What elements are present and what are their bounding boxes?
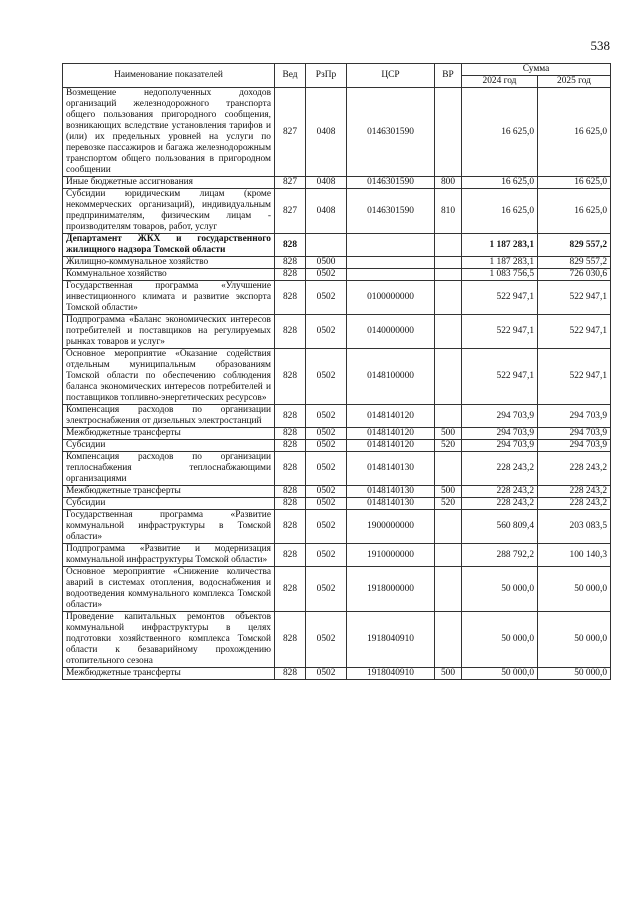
cell-csr [347, 269, 435, 281]
cell-2024: 1 187 283,1 [462, 257, 538, 269]
cell-2025: 16 625,0 [538, 88, 611, 177]
cell-2025: 50 000,0 [538, 567, 611, 612]
cell-2025: 829 557,2 [538, 257, 611, 269]
cell-ved: 827 [275, 177, 306, 189]
cell-ved: 828 [275, 612, 306, 668]
cell-2025: 294 703,9 [538, 428, 611, 440]
cell-name: Государственная программа «Улучшение инвестиционного климата и развитие экспорта Томской области» [63, 281, 275, 315]
cell-2025: 228 243,2 [538, 498, 611, 510]
cell-vr [435, 281, 462, 315]
cell-rzpr: 0502 [306, 428, 347, 440]
cell-vr: 800 [435, 177, 462, 189]
cell-vr [435, 510, 462, 544]
cell-vr: 810 [435, 189, 462, 234]
cell-name: Компенсация расходов по организации электроснабжения от дизельных электростанций [63, 405, 275, 428]
cell-2024: 294 703,9 [462, 405, 538, 428]
table-row [63, 668, 611, 680]
table-row [63, 88, 611, 177]
cell-csr: 0148140130 [347, 498, 435, 510]
cell-name: Иные бюджетные ассигнования [63, 177, 275, 189]
cell-2024: 522 947,1 [462, 349, 538, 405]
cell-2025: 726 030,6 [538, 269, 611, 281]
cell-2024: 560 809,4 [462, 510, 538, 544]
cell-rzpr: 0502 [306, 498, 347, 510]
cell-name: Межбюджетные трансферты [63, 428, 275, 440]
cell-csr: 1918000000 [347, 567, 435, 612]
cell-vr [435, 315, 462, 349]
cell-vr [435, 269, 462, 281]
cell-csr: 0100000000 [347, 281, 435, 315]
table-row [63, 189, 611, 234]
cell-csr: 1918040910 [347, 668, 435, 680]
cell-ved: 828 [275, 544, 306, 567]
header-rzpr: РзПр [306, 64, 347, 88]
cell-csr: 1900000000 [347, 510, 435, 544]
cell-ved: 828 [275, 269, 306, 281]
cell-rzpr: 0502 [306, 349, 347, 405]
cell-vr [435, 234, 462, 257]
table-row [63, 349, 611, 405]
cell-csr: 0148140120 [347, 440, 435, 452]
cell-name: Департамент ЖКХ и государственного жилищного надзора Томской области [63, 234, 275, 257]
table-row [63, 269, 611, 281]
cell-2024: 1 187 283,1 [462, 234, 538, 257]
header-2024: 2024 год [462, 76, 538, 88]
cell-2024: 50 000,0 [462, 567, 538, 612]
cell-2024: 16 625,0 [462, 88, 538, 177]
cell-name: Межбюджетные трансферты [63, 486, 275, 498]
cell-2024: 228 243,2 [462, 486, 538, 498]
cell-rzpr: 0502 [306, 486, 347, 498]
cell-name: Возмещение недополученных доходов организаций железнодорожного транспорта общего пользования пригородного сообщения, возникающих вследствие установления тарифов и (или) их предельных уровней на услуги по перевозке пассажиров и багажа железнодорожным транспортом общего пользования в пригородном сообщении [63, 88, 275, 177]
cell-2024: 294 703,9 [462, 428, 538, 440]
table-row [63, 544, 611, 567]
cell-2024: 228 243,2 [462, 452, 538, 486]
cell-rzpr: 0502 [306, 269, 347, 281]
cell-rzpr: 0408 [306, 88, 347, 177]
cell-2024: 16 625,0 [462, 177, 538, 189]
cell-ved: 827 [275, 88, 306, 177]
cell-vr [435, 612, 462, 668]
cell-ved: 828 [275, 668, 306, 680]
cell-name: Коммунальное хозяйство [63, 269, 275, 281]
cell-vr: 500 [435, 668, 462, 680]
cell-2025: 228 243,2 [538, 452, 611, 486]
cell-name: Субсидии юридическим лицам (кроме некоммерческих организаций), индивидуальным предпринимателям, физическим лицам - производителям товаров, работ, услуг [63, 189, 275, 234]
cell-ved: 828 [275, 567, 306, 612]
cell-2024: 522 947,1 [462, 315, 538, 349]
cell-ved: 827 [275, 189, 306, 234]
cell-vr: 500 [435, 428, 462, 440]
cell-name: Проведение капитальных ремонтов объектов коммунальной инфраструктуры в целях подготовки хозяйственного комплекса Томской области к безаварийному прохождению отопительного сезона [63, 612, 275, 668]
cell-csr [347, 257, 435, 269]
cell-2025: 50 000,0 [538, 612, 611, 668]
cell-vr: 520 [435, 440, 462, 452]
table-body [63, 88, 611, 680]
cell-ved: 828 [275, 510, 306, 544]
cell-vr [435, 452, 462, 486]
cell-rzpr: 0502 [306, 281, 347, 315]
table-row [63, 567, 611, 612]
cell-name: Субсидии [63, 440, 275, 452]
cell-csr: 0148140130 [347, 486, 435, 498]
cell-rzpr: 0502 [306, 405, 347, 428]
cell-2024: 522 947,1 [462, 281, 538, 315]
cell-ved: 828 [275, 486, 306, 498]
cell-name: Подпрограмма «Баланс экономических интересов потребителей и поставщиков на регулируемых рынках товаров и услуг» [63, 315, 275, 349]
cell-rzpr: 0502 [306, 440, 347, 452]
cell-2025: 522 947,1 [538, 349, 611, 405]
budget-table [62, 63, 611, 680]
cell-2025: 522 947,1 [538, 315, 611, 349]
cell-csr: 0148140130 [347, 452, 435, 486]
cell-name: Подпрограмма «Развитие и модернизация коммунальной инфраструктуры Томской области» [63, 544, 275, 567]
table-row [63, 234, 611, 257]
cell-2024: 288 792,2 [462, 544, 538, 567]
table-row [63, 405, 611, 428]
cell-vr [435, 567, 462, 612]
cell-rzpr: 0408 [306, 189, 347, 234]
cell-name: Основное мероприятие «Снижение количества аварий в системах отопления, водоснабжения и водоотведения коммунального комплекса Томской области» [63, 567, 275, 612]
cell-csr: 1910000000 [347, 544, 435, 567]
cell-2024: 50 000,0 [462, 668, 538, 680]
cell-vr [435, 544, 462, 567]
cell-2025: 294 703,9 [538, 440, 611, 452]
header-2025: 2025 год [538, 76, 611, 88]
table-row [63, 452, 611, 486]
cell-csr: 0146301590 [347, 88, 435, 177]
cell-2024: 228 243,2 [462, 498, 538, 510]
table-row [63, 486, 611, 498]
cell-vr [435, 88, 462, 177]
cell-csr: 0148140120 [347, 428, 435, 440]
table-row [63, 612, 611, 668]
table-row [63, 315, 611, 349]
cell-vr: 520 [435, 498, 462, 510]
cell-ved: 828 [275, 234, 306, 257]
cell-rzpr: 0502 [306, 315, 347, 349]
cell-name: Субсидии [63, 498, 275, 510]
cell-name: Межбюджетные трансферты [63, 668, 275, 680]
table-row [63, 177, 611, 189]
cell-csr [347, 234, 435, 257]
cell-2025: 16 625,0 [538, 177, 611, 189]
cell-csr: 0148100000 [347, 349, 435, 405]
cell-2025: 522 947,1 [538, 281, 611, 315]
cell-ved: 828 [275, 281, 306, 315]
cell-name: Основное мероприятие «Оказание содействия отдельным муниципальным образованиям Томской области по обеспечению соблюдения баланса экономических интересов потребителей и поставщиков топливно-энергетических ресурсов» [63, 349, 275, 405]
cell-name: Жилищно-коммунальное хозяйство [63, 257, 275, 269]
cell-vr [435, 257, 462, 269]
header-name: Наименование показателей [63, 64, 275, 88]
cell-2025: 829 557,2 [538, 234, 611, 257]
cell-vr [435, 405, 462, 428]
cell-rzpr: 0502 [306, 668, 347, 680]
cell-ved: 828 [275, 257, 306, 269]
cell-2025: 294 703,9 [538, 405, 611, 428]
cell-2024: 1 083 756,5 [462, 269, 538, 281]
cell-rzpr [306, 234, 347, 257]
cell-ved: 828 [275, 405, 306, 428]
cell-2025: 203 083,5 [538, 510, 611, 544]
cell-csr: 0148140120 [347, 405, 435, 428]
header-vr: ВР [435, 64, 462, 88]
cell-ved: 828 [275, 349, 306, 405]
cell-ved: 828 [275, 440, 306, 452]
cell-rzpr: 0502 [306, 612, 347, 668]
header-ved: Вед [275, 64, 306, 88]
cell-2025: 228 243,2 [538, 486, 611, 498]
cell-rzpr: 0502 [306, 544, 347, 567]
cell-2025: 16 625,0 [538, 189, 611, 234]
header-csr: ЦСР [347, 64, 435, 88]
cell-name: Государственная программа «Развитие коммунальной инфраструктуры в Томской области» [63, 510, 275, 544]
header-sum: Сумма [462, 64, 611, 76]
cell-rzpr: 0502 [306, 567, 347, 612]
table-header [63, 64, 611, 88]
cell-vr: 500 [435, 486, 462, 498]
table-row [63, 428, 611, 440]
table-row [63, 440, 611, 452]
table-row [63, 257, 611, 269]
cell-2025: 100 140,3 [538, 544, 611, 567]
cell-csr: 0140000000 [347, 315, 435, 349]
cell-csr: 0146301590 [347, 177, 435, 189]
page-number: 538 [590, 38, 610, 53]
cell-ved: 828 [275, 315, 306, 349]
table-row [63, 510, 611, 544]
table-row [63, 281, 611, 315]
table-row [63, 498, 611, 510]
cell-rzpr: 0408 [306, 177, 347, 189]
cell-csr: 0146301590 [347, 189, 435, 234]
cell-ved: 828 [275, 428, 306, 440]
cell-rzpr: 0502 [306, 452, 347, 486]
cell-rzpr: 0500 [306, 257, 347, 269]
cell-2025: 50 000,0 [538, 668, 611, 680]
cell-name: Компенсация расходов по организации теплоснабжения теплоснабжающими организациями [63, 452, 275, 486]
cell-2024: 294 703,9 [462, 440, 538, 452]
cell-vr [435, 349, 462, 405]
cell-csr: 1918040910 [347, 612, 435, 668]
cell-ved: 828 [275, 452, 306, 486]
cell-2024: 16 625,0 [462, 189, 538, 234]
cell-ved: 828 [275, 498, 306, 510]
cell-2024: 50 000,0 [462, 612, 538, 668]
cell-rzpr: 0502 [306, 510, 347, 544]
